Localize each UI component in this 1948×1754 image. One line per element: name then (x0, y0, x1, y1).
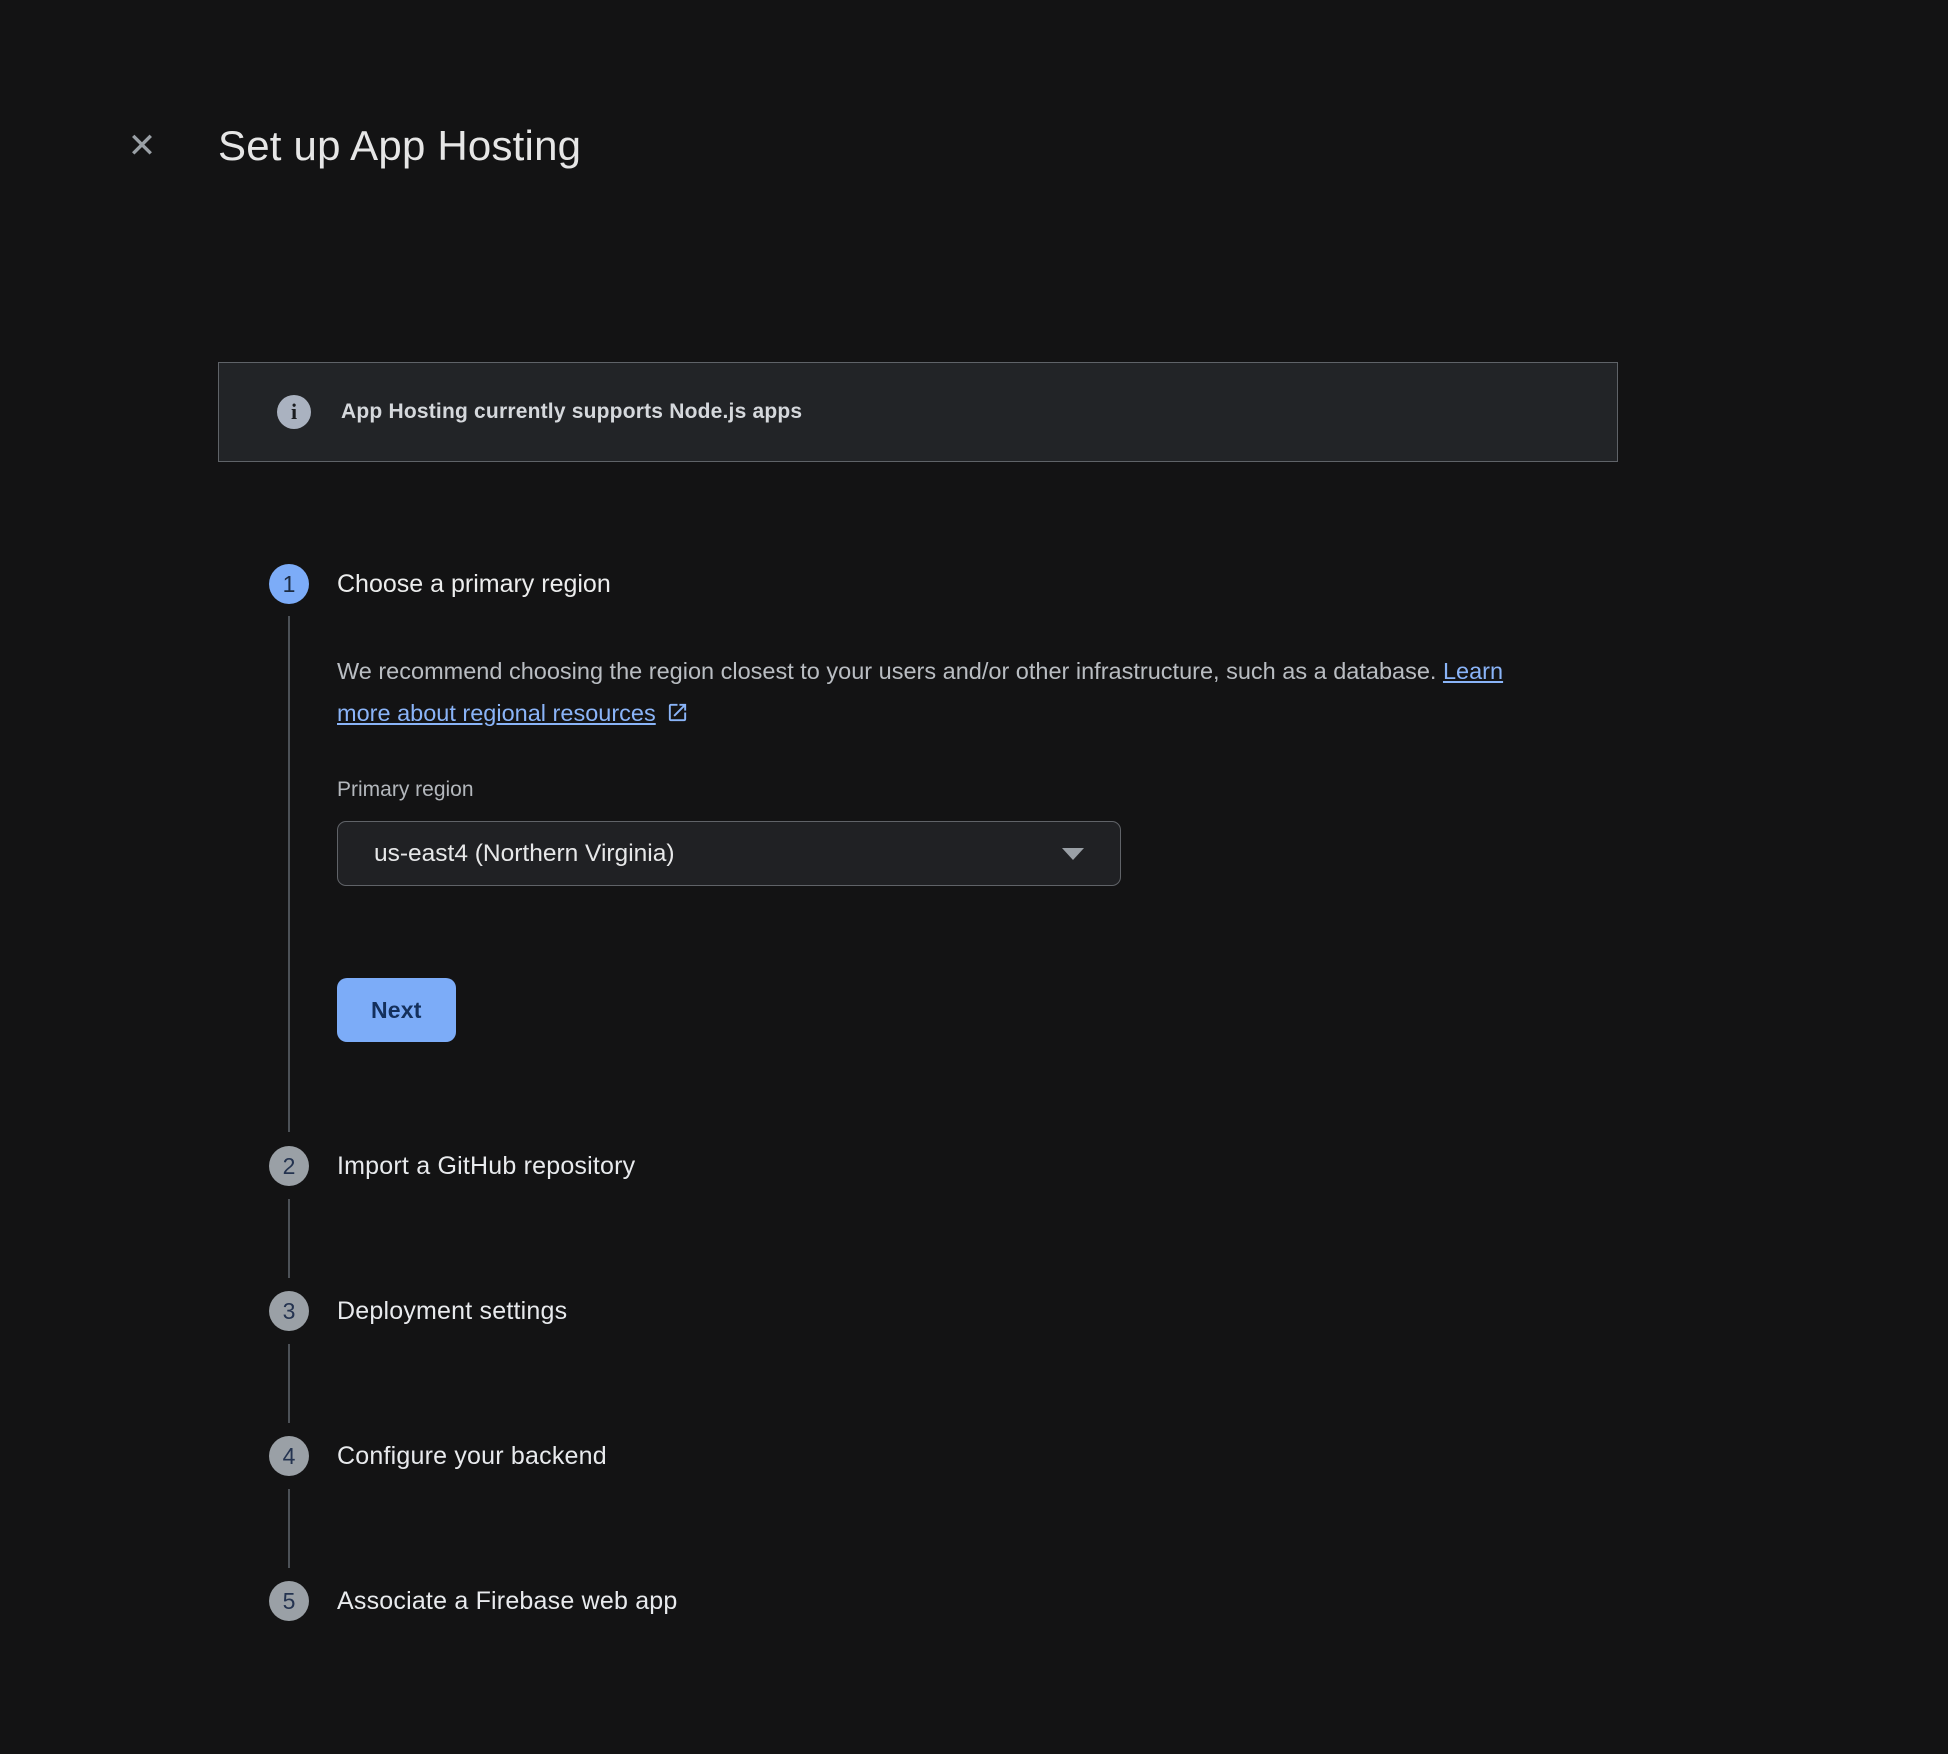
close-icon[interactable]: ✕ (127, 127, 157, 165)
step-5-row (269, 1581, 1948, 1621)
step-1-description-text: We recommend choosing the region closest to your users and/or other infrastructure, such as a database. (337, 658, 1443, 684)
step-1-section (269, 564, 1948, 1146)
setup-stepper (269, 564, 1948, 1621)
step-2-row (269, 1146, 1948, 1186)
step-2-title: Import a GitHub repository (337, 1151, 636, 1180)
next-button[interactable]: Next (337, 978, 456, 1042)
external-link-icon (666, 695, 689, 737)
step-5-title: Associate a Firebase web app (337, 1586, 678, 1615)
primary-region-select[interactable] (337, 821, 1121, 886)
step-3-title: Deployment settings (337, 1296, 568, 1325)
primary-region-label: Primary region (337, 778, 474, 801)
step-2-number-badge: 2 (269, 1146, 309, 1186)
stepper-connector (288, 1344, 290, 1423)
info-icon: i (277, 395, 311, 429)
step-4-number-badge: 4 (269, 1436, 309, 1476)
info-banner (218, 362, 1618, 462)
step-1-number-badge: 1 (269, 564, 309, 604)
step-1-title: Choose a primary region (337, 570, 611, 598)
step-4-title: Configure your backend (337, 1441, 607, 1470)
step-4-row (269, 1436, 1948, 1476)
step-3-row (269, 1291, 1948, 1331)
info-banner-text: App Hosting currently supports Node.js apps (341, 400, 803, 423)
step-5-number-badge: 5 (269, 1581, 309, 1621)
learn-more-link[interactable]: Learn more about regional resources (337, 658, 1504, 726)
primary-region-value: us-east4 (Northern Virginia) (374, 839, 675, 867)
step-3-number-badge: 3 (269, 1291, 309, 1331)
step-1-description (337, 650, 1532, 737)
stepper-connector (288, 1199, 290, 1278)
chevron-down-icon (1062, 848, 1084, 860)
page-title: Set up App Hosting (218, 122, 582, 169)
dialog-header (118, 118, 1948, 174)
stepper-connector (288, 1489, 290, 1568)
